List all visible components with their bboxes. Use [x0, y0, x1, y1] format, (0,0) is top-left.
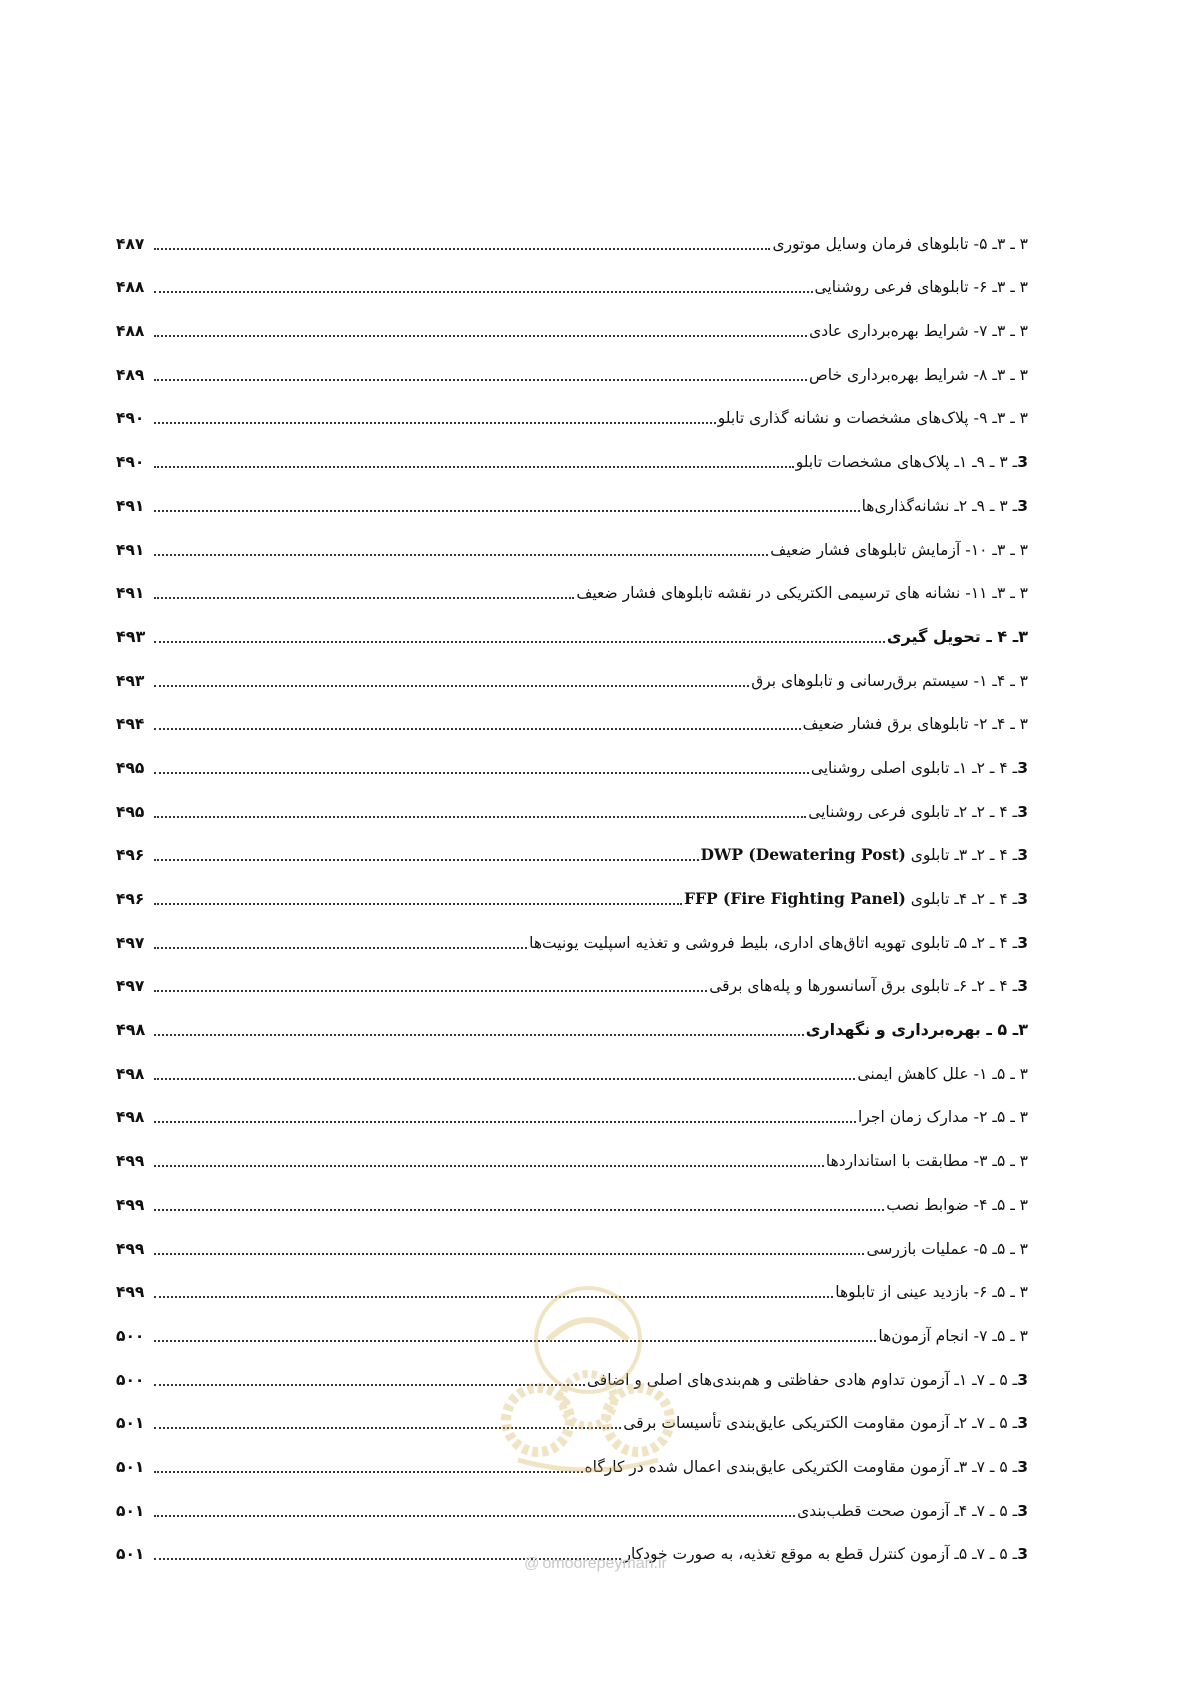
toc-dot-leader [154, 990, 707, 992]
toc-dot-leader [154, 1515, 795, 1517]
toc-page-number: ۴۸۹ [116, 365, 145, 384]
toc-entry-title-text: ـ ۵ ـ ۷ـ ۲ـ آزمون مقاومت الکتریکی عایق‌بندی تأسیسات برقی [623, 1414, 1018, 1433]
toc-page-number: ۵۰۱ [116, 1545, 145, 1564]
toc-page-number: ۴۸۷ [116, 234, 145, 253]
toc-entry[interactable] [116, 431, 1028, 475]
toc-entry[interactable] [116, 912, 1028, 956]
toc-entry-latin-title: FFP (Fire Fighting Panel) [683, 889, 906, 908]
toc-entry-title-text: ـ ۵ ـ ۷ـ ۱ـ آزمون تداوم هادی حفاظتی و هم‌بندی‌های اصلی و اضافی [586, 1370, 1018, 1389]
toc-entry[interactable] [116, 694, 1028, 738]
toc-entry-title-text: ـ ۳ ـ ۹ـ ۱ـ پلاک‌های مشخصات تابلو [795, 453, 1018, 472]
toc-entry-title-text: ـ ۴ ـ ۲ـ ۱ـ تابلوی اصلی روشنایی [810, 758, 1018, 777]
toc-page-number: ۵۰۱ [116, 1457, 145, 1476]
toc-entry-title [772, 234, 1028, 254]
toc-page-number: ۴۹۱ [116, 584, 145, 603]
toc-page-number: ۴۹۵ [116, 758, 145, 777]
toc-dot-leader [154, 335, 807, 337]
toc-dot-leader [154, 597, 574, 599]
toc-entry-title-text: ۳ ـ ۳ـ ۷- شرایط بهره‌برداری عادی [809, 322, 1028, 341]
toc-page-number: ۴۹۱ [116, 540, 145, 559]
toc-entry-chapter-number: 3 [1017, 1457, 1028, 1476]
toc-entry-title-text: ـ ۴ ـ ۲ـ ۳ـ تابلوی [905, 846, 1018, 865]
toc-dot-leader [154, 466, 794, 468]
toc-entry-title [858, 1107, 1028, 1127]
toc-entry-chapter-number: 3 [1017, 1414, 1028, 1433]
toc-entry[interactable] [116, 213, 1028, 257]
toc-page-number: ۴۹۰ [116, 453, 145, 472]
toc-page-number: ۴۹۳ [116, 671, 145, 690]
toc-entry-chapter-number: 3 [1017, 802, 1028, 821]
toc-entry[interactable] [116, 519, 1028, 563]
toc-entry[interactable] [116, 1130, 1028, 1174]
toc-page-number: ۴۹۹ [116, 1152, 145, 1171]
toc-entry-title [826, 1151, 1028, 1171]
toc-dot-leader [154, 816, 806, 818]
toc-entry[interactable] [116, 1087, 1028, 1131]
toc-entry-title-text: ۳ ـ ۵ـ ۳- مطابقت با استانداردها [825, 1152, 1028, 1171]
toc-entry-title [751, 671, 1028, 691]
toc-entry-title-text: ۳ ـ ۵ـ ۵- عملیات بازرسی [866, 1239, 1028, 1258]
toc-entry[interactable] [116, 388, 1028, 432]
toc-entry-title [811, 758, 1028, 778]
toc-entry[interactable] [116, 737, 1028, 781]
toc-entry-chapter-number: 3 [1017, 977, 1028, 996]
toc-page-number: ۴۹۸ [116, 1108, 145, 1127]
at-sign-icon: @ [524, 1555, 540, 1572]
toc-entry-chapter-number: 3 [1017, 890, 1028, 908]
toc-entry-title [529, 933, 1028, 953]
toc-page-number: ۴۹۶ [116, 890, 145, 908]
toc-entry-chapter-number: 3 [1017, 1370, 1028, 1389]
toc-entry[interactable] [116, 781, 1028, 825]
toc-dot-leader [154, 1165, 824, 1167]
toc-page-number: ۵۰۱ [116, 1501, 145, 1520]
toc-entry[interactable] [116, 825, 1028, 869]
toc-page-number: ۴۸۸ [116, 278, 145, 297]
toc-page-number: ۴۹۹ [116, 1195, 145, 1214]
toc-entry[interactable] [116, 475, 1028, 519]
toc-page-number: ۴۹۶ [116, 846, 145, 865]
toc-entry-title-text: ۳ ـ ۳ـ ۶- تابلوهای فرعی روشنایی [814, 278, 1028, 297]
toc-entry-title-text: ۳ـ ۴ ـ تحویل گیری [886, 626, 1028, 646]
toc-entry-title-text: ـ ۴ ـ ۲ـ ۶ـ تابلوی برق آسانسورها و پله‌های برقی [709, 977, 1018, 996]
toc-entry-title [576, 583, 1028, 603]
toc-page-number: ۵۰۰ [116, 1370, 145, 1389]
toc-entry-title-text: ۳ ـ ۳ـ ۱۱- نشانه های ترسیمی الکتریکی در نقشه تابلوهای فشار ضعیف [576, 584, 1028, 603]
toc-entry-title-text: ۳ ـ ۵ـ ۶- بازدید عینی از تابلوها [835, 1283, 1028, 1302]
toc-entry-title-text: ۳ـ ۵ ـ بهره‌برداری و نگهداری [805, 1020, 1028, 1040]
toc-page-number: ۴۸۸ [116, 322, 145, 341]
toc-dot-leader [154, 947, 527, 949]
toc-entry-title-text: ۳ ـ ۳ـ ۱۰- آزمایش تابلوهای فشار ضعیف [770, 540, 1028, 559]
toc-entry[interactable] [116, 999, 1028, 1043]
toc-entry[interactable] [116, 344, 1028, 388]
toc-page-number: ۴۹۴ [116, 715, 145, 734]
toc-entry-title [809, 321, 1028, 341]
toc-dot-leader [154, 554, 768, 556]
toc-dot-leader [154, 1253, 864, 1255]
toc-entry-chapter-number: 3 [1017, 933, 1028, 952]
toc-dot-leader [154, 1034, 804, 1036]
toc-entry-title [878, 1326, 1028, 1346]
toc-entry[interactable] [116, 300, 1028, 344]
toc-entry-chapter-number: 3 [1017, 1501, 1028, 1520]
toc-page-number: ۴۹۷ [116, 977, 145, 996]
toc-entry-title-text: ـ ۵ ـ ۷ـ ۳ـ آزمون مقاومت الکتریکی عایق‌بندی اعمال شده در کارگاه [584, 1457, 1018, 1476]
toc-entry[interactable] [116, 1043, 1028, 1087]
toc-page-number: ۵۰۱ [116, 1414, 145, 1433]
toc-entry-title [815, 277, 1028, 297]
toc-page-number: ۴۹۹ [116, 1239, 145, 1258]
toc-entry[interactable] [116, 1218, 1028, 1262]
toc-entry[interactable] [116, 868, 1028, 912]
toc-entry-chapter-number: 3 [1017, 496, 1028, 515]
toc-entry-title [796, 452, 1028, 472]
toc-dot-leader [154, 1296, 833, 1298]
toc-entry-chapter-number: 3 [1017, 453, 1028, 472]
toc-dot-leader [154, 903, 682, 905]
toc-dot-leader [154, 422, 716, 424]
toc-entry-title [835, 1282, 1028, 1302]
toc-entry-title-text: ۳ ـ ۵ـ ۲- مدارک زمان اجرا [858, 1108, 1028, 1127]
toc-entry-title-text: ۳ ـ ۳ـ ۵- تابلوهای فرمان وسایل موتوری [772, 234, 1028, 253]
toc-entry-title-text: ـ ۵ ـ ۷ـ ۵ـ آزمون کنترل قطع به موقع تغذیه، به صورت خودکار [623, 1545, 1018, 1564]
toc-entry-title-text: ۳ ـ ۴ـ ۱- سیستم برق‌رسانی و تابلوهای برق [751, 671, 1028, 690]
toc-entry-chapter-number: 3 [1017, 1545, 1028, 1564]
toc-entry-title [809, 365, 1028, 385]
toc-entry-title [862, 496, 1028, 516]
toc-entry-title-text: ـ ۵ ـ ۷ـ ۴ـ آزمون صحت قطب‌بندی [797, 1501, 1018, 1520]
toc-page-number: ۴۹۳ [116, 626, 146, 646]
toc-entry-title [803, 714, 1028, 734]
toc-entry-title-text: ـ ۳ ـ ۹ـ ۲ـ نشانه‌گذاری‌ها [861, 496, 1018, 515]
footer-brand [0, 1555, 1191, 1573]
footer-brand-text: omoorepeyman.ir [542, 1555, 667, 1572]
toc-dot-leader [154, 248, 770, 250]
toc-entry-title [797, 1501, 1028, 1521]
toc-entry-title-text: ۳ ـ ۵ـ ۷- انجام آزمون‌ها [878, 1326, 1028, 1345]
toc-dot-leader [154, 641, 885, 643]
toc-entry[interactable] [116, 650, 1028, 694]
toc-entry-title [623, 1413, 1028, 1433]
toc-dot-leader [154, 1121, 856, 1123]
toc-entry-title [808, 802, 1028, 822]
toc-page-number: ۵۰۰ [116, 1326, 145, 1345]
toc-entry-title [684, 889, 1028, 909]
toc-entry-title-text: ۳ ـ ۳ـ ۹- پلاک‌های مشخصات و نشانه گذاری تابلو [717, 409, 1028, 428]
toc-entry-title [770, 540, 1028, 560]
toc-entry-title [709, 976, 1028, 996]
toc-page-number: ۴۹۸ [116, 1020, 146, 1040]
toc-entry-title-text: ـ ۴ ـ ۲ـ ۴ـ تابلوی [905, 890, 1018, 908]
toc-page-number: ۴۹۸ [116, 1064, 145, 1083]
toc-page-number: ۴۹۱ [116, 496, 145, 515]
toc-dot-leader [154, 379, 807, 381]
toc-entry[interactable] [116, 1174, 1028, 1218]
toc-entry-title [866, 1239, 1028, 1259]
toc-entry-title [806, 1020, 1028, 1040]
toc-page-number: ۴۹۰ [116, 409, 145, 428]
toc-entry-title [701, 845, 1028, 865]
toc-dot-leader [154, 1078, 855, 1080]
toc-entry-title-text: ۳ ـ ۵ـ ۱- علل کاهش ایمنی [857, 1064, 1028, 1083]
toc-dot-leader [154, 1209, 884, 1211]
toc-dot-leader [154, 510, 860, 512]
toc-page-number: ۴۹۹ [116, 1283, 145, 1302]
toc-page-number: ۴۹۵ [116, 802, 145, 821]
toc-entry-chapter-number: 3 [1017, 758, 1028, 777]
toc-entry-title [718, 408, 1028, 428]
toc-entry[interactable] [116, 257, 1028, 301]
toc-entry-title-text: ـ ۴ ـ ۲ـ ۲ـ تابلوی فرعی روشنایی [808, 802, 1018, 821]
toc-dot-leader [154, 772, 809, 774]
toc-entry-title-text: ـ ۴ ـ ۲ـ ۵ـ تابلوی تهویه اتاق‌های اداری، بلیط فروشی و تغذیه اسپلیت یونیت‌ها [529, 933, 1018, 952]
toc-page-number: ۴۹۷ [116, 933, 145, 952]
toc-dot-leader [154, 728, 801, 730]
toc-entry-title [886, 1195, 1028, 1215]
toc-dot-leader [154, 859, 699, 861]
toc-entry[interactable] [116, 606, 1028, 650]
toc-entry-title-text: ۳ ـ ۴ـ ۲- تابلوهای برق فشار ضعیف [802, 715, 1028, 734]
toc-entry-title [857, 1064, 1028, 1084]
toc-entry-chapter-number: 3 [1017, 846, 1028, 865]
seal-watermark-icon [498, 1280, 678, 1480]
toc-dot-leader [154, 291, 813, 293]
toc-entry-title-text: ۳ ـ ۵ـ ۴- ضوابط نصب [886, 1195, 1028, 1214]
toc-entry-title-text: ۳ ـ ۳ـ ۸- شرایط بهره‌برداری خاص [809, 365, 1028, 384]
toc-entry[interactable] [116, 563, 1028, 607]
toc-dot-leader [154, 685, 749, 687]
toc-entry[interactable] [116, 956, 1028, 1000]
toc-entry-latin-title: DWP (Dewatering Post) [700, 845, 906, 865]
toc-entry-title [887, 627, 1028, 647]
toc-entry[interactable] [116, 1480, 1028, 1524]
